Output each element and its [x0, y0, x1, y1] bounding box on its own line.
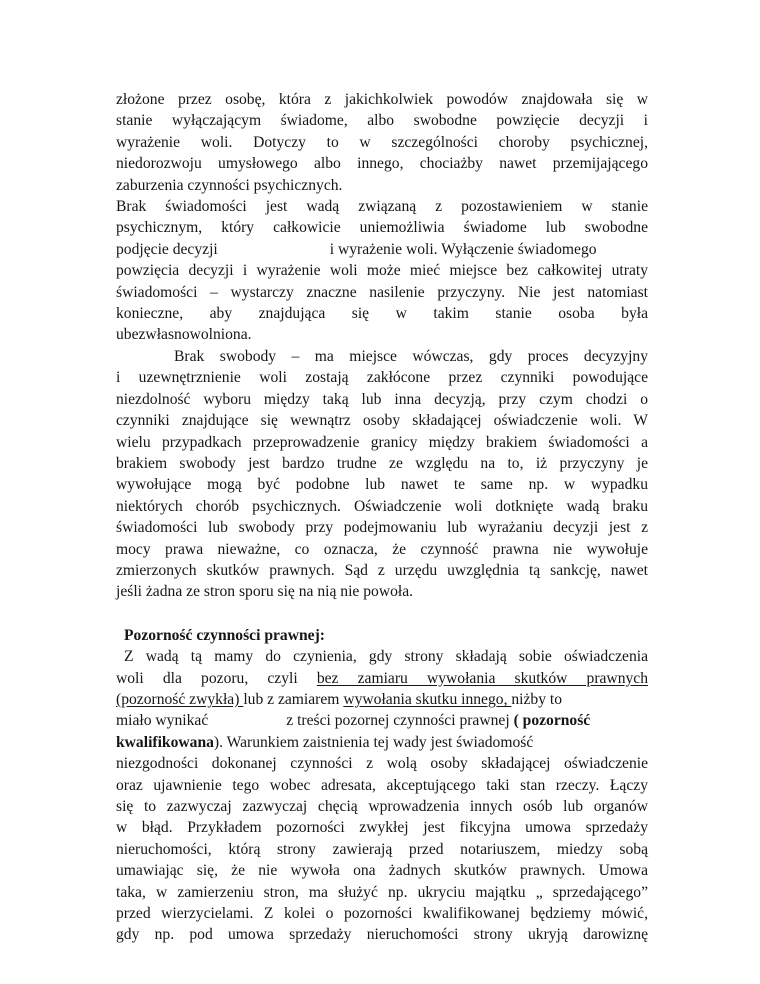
text-line: niezgodności dokonanej czynności z wolą osoby składającej oświadczenie [116, 755, 648, 773]
text-fragment: ). Warunkiem zaistnienia tej wady jest świadomość [213, 733, 534, 751]
text-line: wielu przypadkach przeprowadzenie granicy między brakiem świadomości a [116, 433, 648, 451]
text-line: jeśli żadna ze stron sporu się na nią nie powoła. [116, 583, 414, 601]
text-line: wyrażenie woli. Dotyczy to w szczególności choroby psychicznej, [116, 133, 648, 151]
text-line: ubezwłasnowolniona. [116, 326, 252, 344]
text-line: czynniki znajdujące się wewnątrz osoby składającej oświadczenie woli. W [116, 412, 648, 430]
text-line: gdy np. pod umowa sprzedaży nieruchomości strony ukryją darowiznę [116, 926, 648, 944]
bold-text: kwalifikowana [116, 733, 214, 751]
text-line [116, 668, 648, 689]
text-line: w błąd. Przykładem pozorności zwykłej jest fikcyjna umowa sprzedaży [116, 819, 648, 837]
paragraph-2 [116, 196, 648, 346]
text-line: taka, w zamierzeniu stron, ma służyć np. ukryciu majątku „ sprzedającego” [116, 883, 648, 901]
text-line: świadomości – wystarczy znaczne nasilenie przyczyny. Nie jest natomiast [116, 283, 648, 301]
text-line: niedorozwoju umysłowego albo innego, chociażby nawet przemijającego [116, 155, 648, 173]
underlined-text: bez zamiaru wywołania skutków prawnych [316, 669, 649, 687]
bold-text: ( pozorność [513, 712, 591, 730]
text-fragment: niżby to [511, 690, 563, 708]
section-body [116, 646, 648, 946]
text-line: Brak swobody – ma miejsce wówczas, gdy proces decyzyjny [174, 347, 648, 365]
text-line: konieczne, aby znajdująca się w takim stanie osoba była [116, 305, 648, 323]
text-line [116, 689, 648, 710]
text-fragment: i wyrażenie woli. Wyłączenie świadomego [329, 240, 597, 258]
text-line: Z wadą tą mamy do czynienia, gdy strony składają sobie oświadczenia [124, 648, 648, 666]
text-line: się to zazwyczaj zazwyczaj chęcią wprowadzenia innych osób lub organów [116, 798, 648, 815]
text-line: Brak świadomości jest wadą związaną z pozostawieniem w stanie [116, 198, 648, 216]
paragraph-3 [116, 346, 648, 603]
text-line: oraz ujawnienie tego wobec adresata, akceptującego taki stan rzeczy. Łączy [116, 776, 648, 794]
section-heading: Pozorność czynności prawnej: [124, 626, 325, 644]
text-line: nieruchomości, którą strony zawierają przed notariuszem, miedzy sobą [116, 840, 648, 858]
text-line: świadomości lub swobody przy podejmowaniu lub wyrażaniu decyzji jest z [116, 519, 648, 537]
underlined-text: wywołania skutku innego, [343, 690, 512, 708]
text-line: niezdolność wyboru między taką lub inna decyzją, przy czym chodzi o [116, 390, 648, 408]
text-line: umawiając się, że nie wywoła ona żadnych skutków prawnych. Umowa [116, 862, 648, 880]
spacer [116, 603, 648, 625]
text-line: zaburzenia czynności psychicznych. [116, 176, 343, 194]
text-line: stanie wyłączającym świadome, albo swobodne powzięcie decyzji i [116, 112, 648, 130]
text-fragment: z treści pozornej czynności prawnej [286, 712, 514, 730]
text-line: zmierzonych skutków prawnych. Sąd z urzędu uwzględnia tą sankcję, nawet [116, 561, 648, 579]
underlined-text: (pozorność zwykła) [116, 690, 244, 708]
document-page [116, 89, 648, 946]
text-line: psychicznym, który całkowicie uniemożliwia świadome lub swobodne [116, 219, 648, 237]
text-line: powzięcia decyzji i wyrażenie woli może mieć miejsce bez całkowitej utraty [116, 262, 648, 280]
text-fragment: woli dla pozoru, czyli [116, 669, 317, 687]
paragraph-1 [116, 89, 648, 196]
text-fragment: podjęcie decyzji [116, 240, 218, 258]
text-line: mocy prawa nieważne, co oznacza, że czynność prawna nie wywołuje [116, 540, 648, 558]
text-line [116, 732, 648, 753]
text-line: wywołujące mogą być podobne lub nawet te same np. w wypadku [116, 476, 648, 494]
text-line: złożone przez osobę, która z jakichkolwiek powodów znajdowała się w [116, 91, 648, 108]
text-line: i uzewnętrznienie woli zostają zakłócone przez czynniki powodujące [116, 369, 648, 387]
text-fragment: miało wynikać [116, 712, 209, 730]
text-line [116, 239, 648, 260]
text-fragment: lub z zamiarem [243, 690, 344, 708]
text-line: niektórych chorób psychicznych. Oświadczenie woli dotknięte wadą braku [116, 497, 648, 515]
text-line [116, 710, 648, 731]
text-line: przed wierzycielami. Z kolei o pozorności kwalifikowanej będziemy mówić, [116, 905, 648, 923]
text-line: brakiem swobody jest bardzo trudne ze względu na to, iż przyczyny je [116, 454, 648, 472]
